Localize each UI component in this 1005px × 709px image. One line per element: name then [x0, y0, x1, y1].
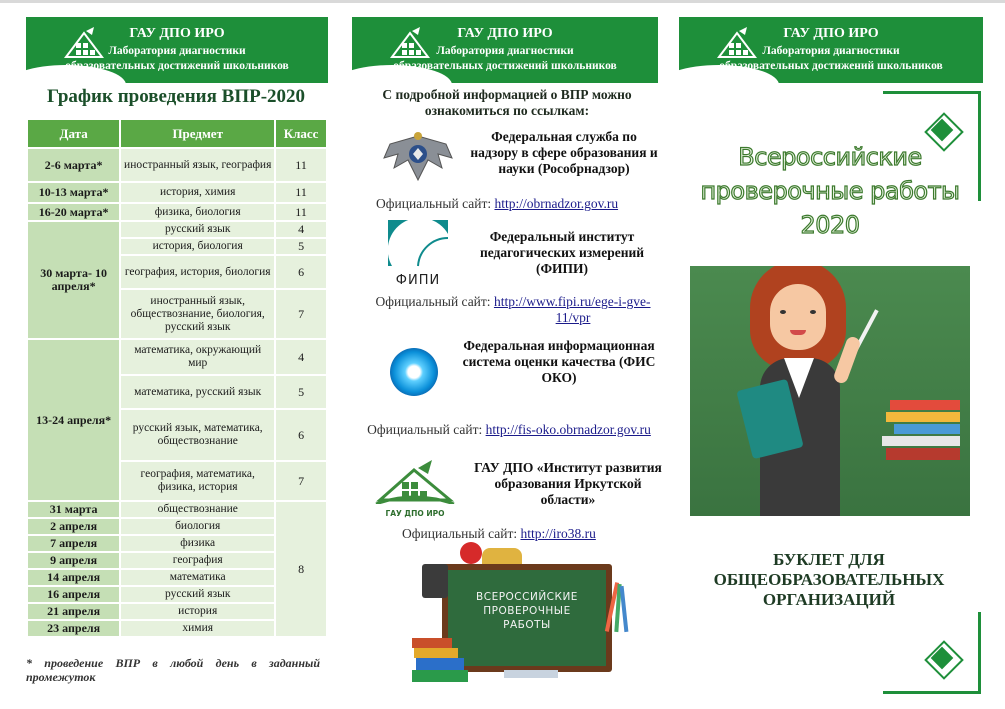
iro-house-icon — [374, 460, 456, 504]
book-icon — [412, 638, 452, 648]
subject-cell: история — [120, 603, 275, 620]
grade-cell: 6 — [275, 409, 327, 461]
grade-cell: 4 — [275, 221, 327, 238]
date-cell: 10-13 марта* — [27, 182, 120, 203]
subject-cell: обществознание — [120, 501, 275, 518]
grade-cell: 7 — [275, 461, 327, 501]
subject-cell: математика, окружающий мир — [120, 339, 275, 375]
schedule-table — [26, 118, 328, 638]
subject-cell: иностранный язык, география — [120, 148, 275, 182]
iro-logo — [374, 460, 456, 518]
column-header-grade: Класс — [275, 119, 327, 148]
subject-cell: русский язык — [120, 586, 275, 603]
table-row — [27, 203, 327, 221]
grade-cell: 7 — [275, 289, 327, 339]
book-icon — [894, 424, 960, 434]
column-header-subject: Предмет — [120, 119, 275, 148]
schedule-note: * проведение ВПР в любой день в заданный промежуток — [26, 656, 320, 684]
grade-cell: 11 — [275, 148, 327, 182]
date-cell: 23 апреля — [27, 620, 120, 637]
header-org: ГАУ ДПО ИРО — [783, 26, 879, 41]
iro-logo-text: ГАУ ДПО ИРО — [385, 509, 445, 518]
cover-title: Всероссийские проверочные работы 2020 — [700, 143, 960, 239]
header-lab: Лаборатория диагностики образовательных достижений школьников — [393, 45, 617, 72]
fipi-link[interactable]: http://www.fipi.ru/ege-i-gve- — [493, 294, 651, 309]
apple-icon — [460, 542, 482, 564]
date-cell: 16 апреля — [27, 586, 120, 603]
rosobrnadzor-name: Федеральная служба по надзору в сфере образования и науки (Рособрнадзор) — [470, 129, 658, 176]
subject-cell: география, история, биология — [120, 255, 275, 289]
table-row — [27, 339, 327, 375]
booklet-caption: БУКЛЕТ ДЛЯ ОБЩЕОБРАЗОВАТЕЛЬНЫХ ОРГАНИЗАЦИЙ — [713, 550, 945, 609]
subject-cell: биология — [120, 518, 275, 535]
iro-name: ГАУ ДПО «Институт развития образования Иркутской области» — [474, 460, 662, 507]
grade-cell: 5 — [275, 238, 327, 255]
header-org: ГАУ ДПО ИРО — [129, 26, 225, 41]
flowers-icon — [482, 548, 522, 564]
date-cell: 13-24 апреля* — [27, 339, 120, 501]
teacher-face — [770, 284, 826, 350]
date-cell: 9 апреля — [27, 552, 120, 569]
board-text: ВСЕРОССИЙСКИЕ ПРОВЕРОЧНЫЕ РАБОТЫ — [476, 591, 578, 631]
subject-cell: география, математика, физика, история — [120, 461, 275, 501]
subject-cell: история, биология — [120, 238, 275, 255]
fipi-logo-icon — [388, 220, 448, 268]
subject-cell: история, химия — [120, 182, 275, 203]
grade-cell: 11 — [275, 203, 327, 221]
fipi-site: Официальный сайт: http://www.fipi.ru/ege-i-gve- 11/vpr — [375, 294, 651, 325]
subject-cell: русский язык, математика, обществознание — [120, 409, 275, 461]
iro-site: Официальный сайт: http://iro38.ru — [402, 526, 596, 541]
book-icon — [890, 400, 960, 410]
fis-oko-link[interactable]: http://fis-oko.obrnadzor.gov.ru — [485, 422, 651, 437]
header-banner-right — [679, 17, 983, 83]
date-cell: 7 апреля — [27, 535, 120, 552]
iro-link[interactable]: http://iro38.ru — [520, 526, 596, 541]
grade-cell: 5 — [275, 375, 327, 409]
frame-bottom-right — [978, 612, 981, 694]
teacher-illustration — [690, 266, 970, 516]
header-lab: Лаборатория диагностики образовательных достижений школьников — [65, 45, 289, 72]
header-org: ГАУ ДПО ИРО — [457, 26, 553, 41]
book-icon — [412, 670, 468, 682]
date-cell: 31 марта — [27, 501, 120, 518]
date-cell: 2-6 марта* — [27, 148, 120, 182]
calculator-icon — [422, 564, 448, 598]
fis-oko-disc-icon — [390, 348, 438, 396]
frame-bottom — [883, 691, 981, 694]
frame-top — [883, 91, 981, 94]
subject-cell: география — [120, 552, 275, 569]
header-banner-middle — [352, 17, 658, 83]
ruler-icon — [504, 670, 558, 678]
grade-cell: 6 — [275, 255, 327, 289]
column-header-date: Дата — [27, 119, 120, 148]
book-icon — [882, 436, 960, 446]
rosobrnadzor-emblem-icon — [380, 128, 456, 188]
subject-cell: математика, русский язык — [120, 375, 275, 409]
date-cell: 30 марта- 10 апреля* — [27, 221, 120, 339]
fis-oko-site: Официальный сайт: http://fis-oko.obrnadzor.gov.ru — [367, 422, 651, 437]
book-icon — [416, 658, 464, 670]
subject-cell: иностранный язык, обществознание, биология, русский язык — [120, 289, 275, 339]
schedule-title: График проведения ВПР-2020 — [46, 86, 306, 107]
header-lab: Лаборатория диагностики образовательных достижений школьников — [719, 45, 943, 72]
table-row — [27, 182, 327, 203]
date-cell: 14 апреля — [27, 569, 120, 586]
subject-cell: русский язык — [120, 221, 275, 238]
table-row — [27, 501, 327, 518]
subject-cell: химия — [120, 620, 275, 637]
table-row — [27, 221, 327, 238]
grade-cell: 4 — [275, 339, 327, 375]
grade-cell: 11 — [275, 182, 327, 203]
table-row — [27, 148, 327, 182]
fis-oko-name: Федеральная информационная система оценки качества (ФИС ОКО) — [462, 338, 656, 385]
fipi-name: Федеральный институт педагогических измерений (ФИПИ) — [479, 229, 645, 276]
rosobrnadzor-site: Официальный сайт: http://obrnadzor.gov.ru — [376, 196, 619, 211]
links-intro: С подробной информацией о ВПР можно ознакомиться по ссылкам: — [382, 87, 632, 118]
fipi-link-cont[interactable]: 11/vpr — [555, 310, 591, 325]
board-surface — [448, 570, 606, 666]
book-icon — [414, 648, 458, 658]
date-cell: 2 апреля — [27, 518, 120, 535]
frame-top-right — [978, 91, 981, 201]
date-cell: 21 апреля — [27, 603, 120, 620]
subject-cell: математика — [120, 569, 275, 586]
fipi-logo — [388, 220, 448, 286]
fipi-logo-text: ФИПИ — [395, 273, 441, 288]
top-border — [0, 0, 1005, 3]
pencils-icon — [608, 582, 630, 632]
header-banner-left — [26, 17, 328, 83]
date-cell: 16-20 марта* — [27, 203, 120, 221]
book-icon — [886, 448, 960, 460]
subject-cell: физика, биология — [120, 203, 275, 221]
subject-cell: физика — [120, 535, 275, 552]
book-icon — [886, 412, 960, 422]
rosobrnadzor-link[interactable]: http://obrnadzor.gov.ru — [494, 196, 619, 211]
grade-cell: 8 — [275, 501, 327, 637]
chalkboard-illustration — [412, 542, 634, 688]
